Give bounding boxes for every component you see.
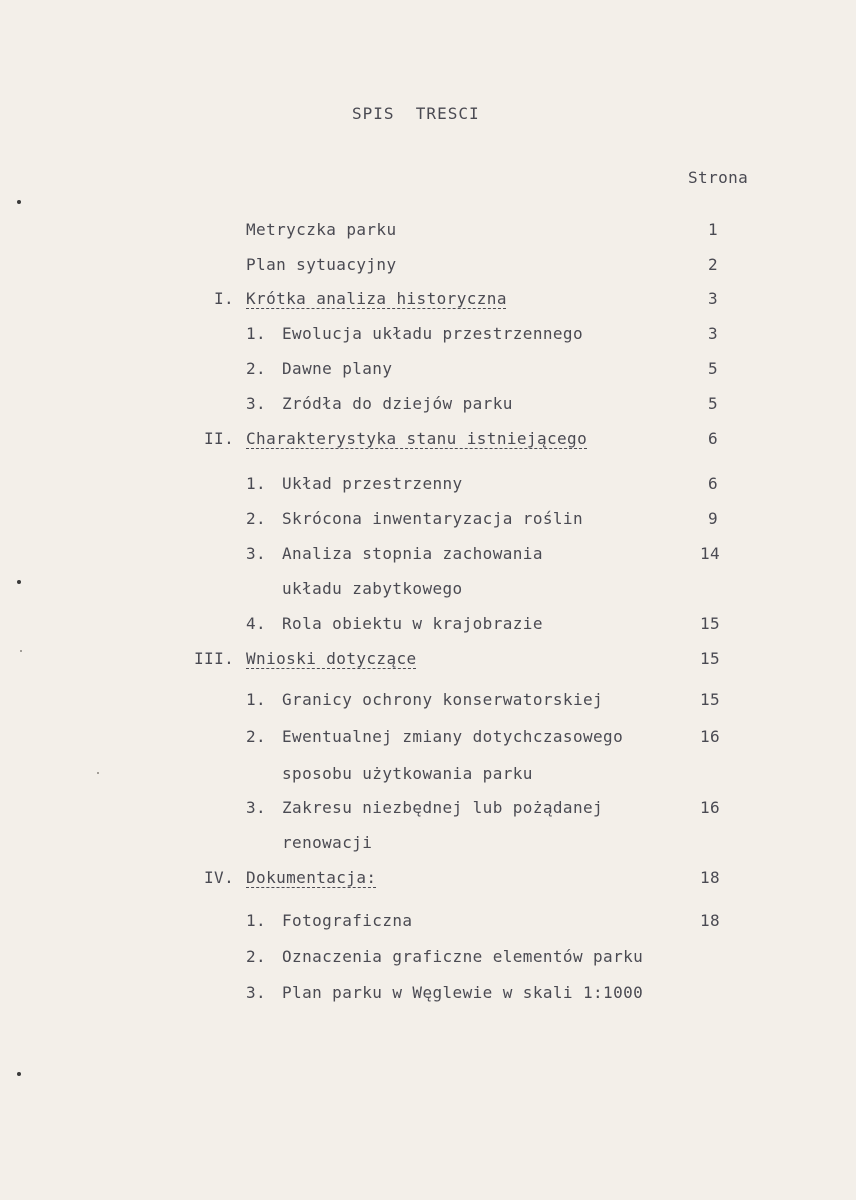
- toc-item-number: 2.: [246, 509, 267, 528]
- toc-page-number: 15: [700, 690, 721, 709]
- paper-speck: [97, 772, 99, 774]
- toc-section-numeral: IV.: [204, 868, 235, 887]
- toc-page-number: 6: [708, 474, 719, 493]
- toc-label-continuation: renowacji: [282, 833, 373, 852]
- toc-page-number: 2: [708, 255, 719, 274]
- toc-label: Dawne plany: [282, 359, 393, 378]
- toc-page-number: 3: [708, 289, 719, 308]
- toc-item-number: 2.: [246, 947, 267, 966]
- binding-hole-mark: [17, 1072, 21, 1076]
- toc-label: Zródła do dziejów parku: [282, 394, 513, 413]
- toc-label: Ewolucja układu przestrzennego: [282, 324, 583, 343]
- toc-item-number: 1.: [246, 690, 267, 709]
- page-title: SPIS TRESCI: [352, 104, 480, 123]
- toc-page-number: 1: [708, 220, 719, 239]
- toc-label-continuation: układu zabytkowego: [282, 579, 463, 598]
- toc-label: Układ przestrzenny: [282, 474, 463, 493]
- toc-page-number: 14: [700, 544, 721, 563]
- toc-page-number: 16: [700, 727, 721, 746]
- toc-page-number: 9: [708, 509, 719, 528]
- toc-item-number: 2.: [246, 359, 267, 378]
- toc-section-heading: Krótka analiza historyczna: [246, 289, 507, 308]
- toc-section-numeral: III.: [194, 649, 235, 668]
- paper-speck: [20, 650, 22, 652]
- toc-page-number: 18: [700, 868, 721, 887]
- toc-label: Skrócona inwentaryzacja roślin: [282, 509, 583, 528]
- toc-item-number: 3.: [246, 394, 267, 413]
- toc-section-heading: Charakterystyka stanu istniejącego: [246, 429, 588, 448]
- toc-page-number: 5: [708, 394, 719, 413]
- page-column-header: Strona: [688, 168, 749, 187]
- toc-section-numeral: I.: [214, 289, 235, 308]
- toc-label: Zakresu niezbędnej lub pożądanej: [282, 798, 604, 817]
- toc-label: Metryczka parku: [246, 220, 397, 239]
- toc-item-number: 1.: [246, 474, 267, 493]
- toc-label: Plan sytuacyjny: [246, 255, 397, 274]
- toc-item-number: 1.: [246, 324, 267, 343]
- toc-item-number: 4.: [246, 614, 267, 633]
- toc-page-number: 16: [700, 798, 721, 817]
- toc-label: Plan parku w Węglewie w skali 1:1000: [282, 983, 644, 1002]
- toc-label: Fotograficzna: [282, 911, 413, 930]
- toc-page-number: 5: [708, 359, 719, 378]
- toc-section-heading: Wnioski dotyczące: [246, 649, 417, 668]
- toc-section-numeral: II.: [204, 429, 235, 448]
- toc-page-number: 15: [700, 649, 721, 668]
- toc-section-heading: Dokumentacja:: [246, 868, 377, 887]
- toc-label: Analiza stopnia zachowania: [282, 544, 543, 563]
- toc-page-number: 6: [708, 429, 719, 448]
- toc-page-number: 3: [708, 324, 719, 343]
- toc-item-number: 3.: [246, 983, 267, 1002]
- toc-item-number: 3.: [246, 798, 267, 817]
- binding-hole-mark: [17, 580, 21, 584]
- binding-hole-mark: [17, 200, 21, 204]
- toc-label: Rola obiektu w krajobrazie: [282, 614, 543, 633]
- toc-item-number: 1.: [246, 911, 267, 930]
- toc-page-number: 15: [700, 614, 721, 633]
- toc-label-continuation: sposobu użytkowania parku: [282, 764, 533, 783]
- toc-label: Oznaczenia graficzne elementów parku: [282, 947, 644, 966]
- toc-page-number: 18: [700, 911, 721, 930]
- toc-item-number: 3.: [246, 544, 267, 563]
- toc-label: Granicy ochrony konserwatorskiej: [282, 690, 604, 709]
- toc-item-number: 2.: [246, 727, 267, 746]
- toc-label: Ewentualnej zmiany dotychczasowego: [282, 727, 624, 746]
